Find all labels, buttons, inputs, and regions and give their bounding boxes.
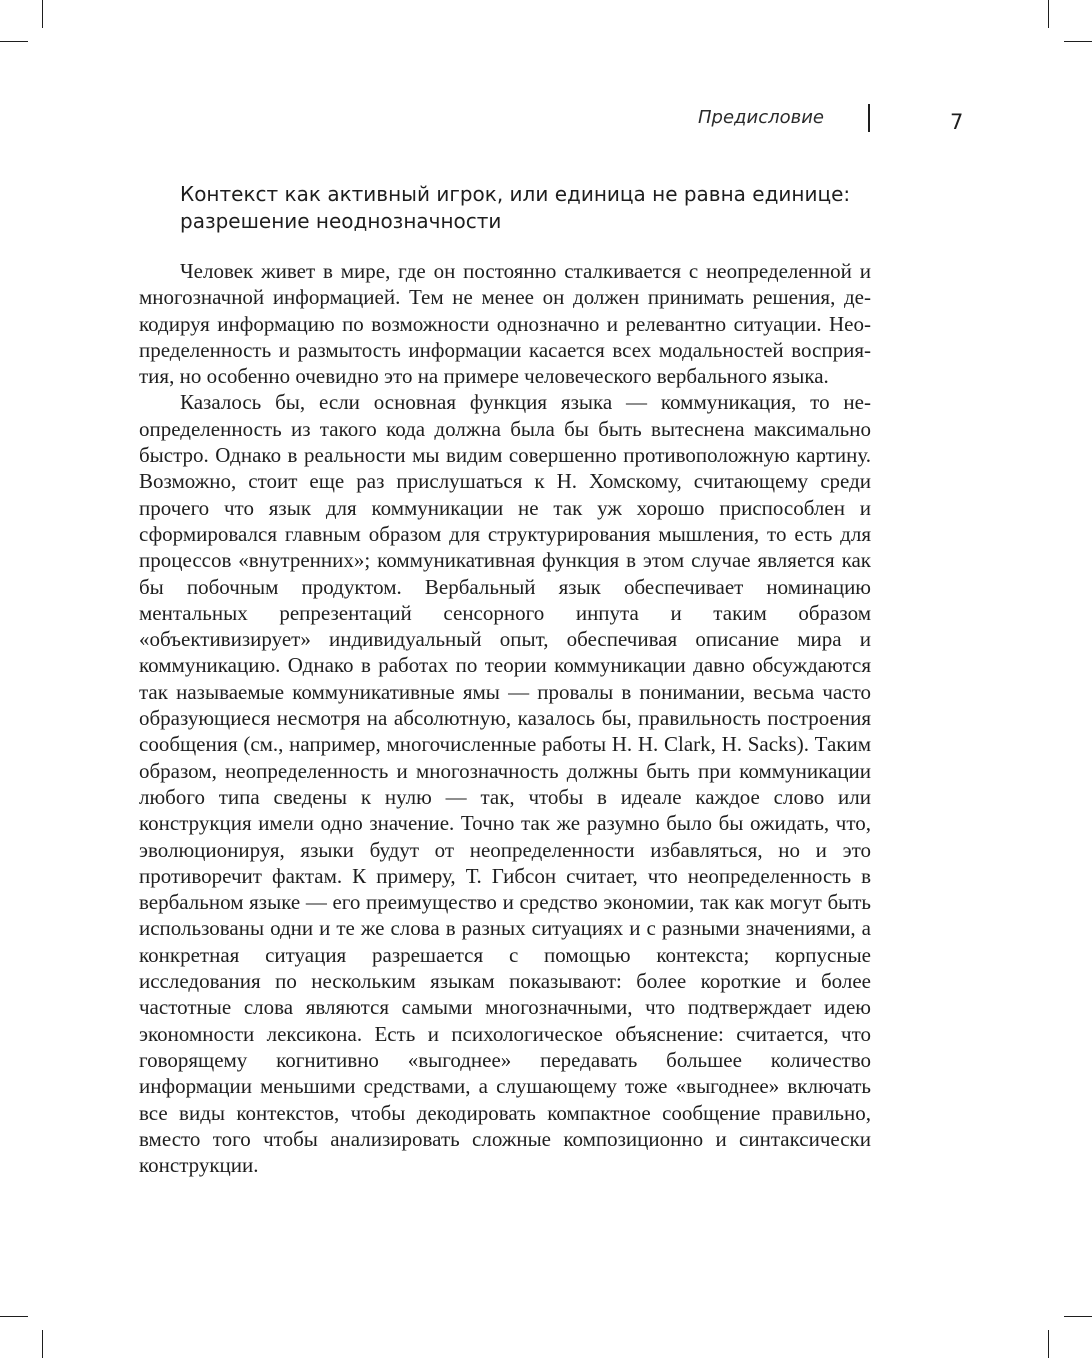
running-header-title: Предисловие: [698, 107, 824, 128]
page-number: 7: [950, 110, 964, 134]
crop-mark-bottom-left-vertical: [42, 1330, 43, 1358]
crop-mark-bottom-right-vertical: [1048, 1330, 1049, 1358]
crop-mark-bottom-right-horizontal: [1064, 1316, 1092, 1317]
section-title: [180, 181, 880, 235]
crop-mark-top-left-vertical: [42, 0, 43, 28]
crop-mark-top-right-horizontal: [1064, 41, 1092, 42]
section-title-line-1: Контекст как активный игрок, или единица не равна единице:: [180, 182, 851, 206]
header-divider: [868, 104, 870, 132]
section-title-line-2: разрешение неоднозначности: [180, 209, 502, 233]
crop-mark-bottom-left-horizontal: [0, 1316, 28, 1317]
body-text: [139, 258, 871, 1178]
crop-mark-top-left-horizontal: [0, 41, 28, 42]
paragraph-1: Человек живет в мире, где он постоянно сталкивается с неопределенной и многозначной информацией. Тем не менее он должен принимать решения, декодируя информацию по возможности однозначно и релевантно ситуации. Неопределенность и размытость информации касается всех модальностей восприятия, но особенно очевидно это на примере человеческого вербального языка.: [139, 259, 871, 389]
crop-mark-top-right-vertical: [1048, 0, 1049, 28]
paragraph-2: Казалось бы, если основная функция языка — коммуникация, то неопределенность из такого кода должна была бы быть вытеснена максимально быстро. Однако в реальности мы видим совершенно противоположную картину. Возможно, стоит еще раз прислушаться к Н. Хомскому, считающему среди прочего что язык для коммуникации не так уж хорошо приспособлен и сформировался главным образом для структурирования мышления, то есть для процессов «внутренних»; коммуникативная функция в этом случае является как бы побочным продуктом. Вербальный язык обеспечивает номинацию ментальных репрезентаций сенсорного инпута и таким образом «объективизирует» индивидуальный опыт, обеспечивая описание мира и коммуникацию. Однако в работах по теории коммуникации давно обсуждаются так называемые коммуникативные ямы — провалы в понимании, весьма часто образующиеся несмотря на абсолютную, казалось бы, правильность построения сообщения (см., например, многочисленные работы H. H. Clark, H. Sacks). Таким образом, неопределенность и многозначность должны быть при коммуникации любого типа сведены к нулю — так, чтобы в идеале каждое слово или конструкция имели одно значение. Точно так же разумно было бы ожидать, что, эволюционируя, языки будут от неопределенности избавляться, но и это противоречит фактам. К примеру, Т. Гибсон считает, что неопределенность в вербальном языке — его преимущество и средство экономии, так как могут быть использованы одни и те же слова в разных ситуациях и с разными значениями, а конкретная ситуация разрешается с помощью контекста; корпусные исследования по нескольким языкам показывают: более короткие и более частотные слова являются самыми многозначными, что подтверждает идею экономности лексикона. Есть и психологическое объяснение: считается, что говорящему когнитивно «выгоднее» передавать большее количество информации меньшими средствами, а слушающему тоже «выгоднее» включать все виды контекстов, чтобы декодировать компактное сообщение правильно, вместо того чтобы анализировать сложные композиционно и синтаксически конструкции.: [139, 390, 871, 1178]
